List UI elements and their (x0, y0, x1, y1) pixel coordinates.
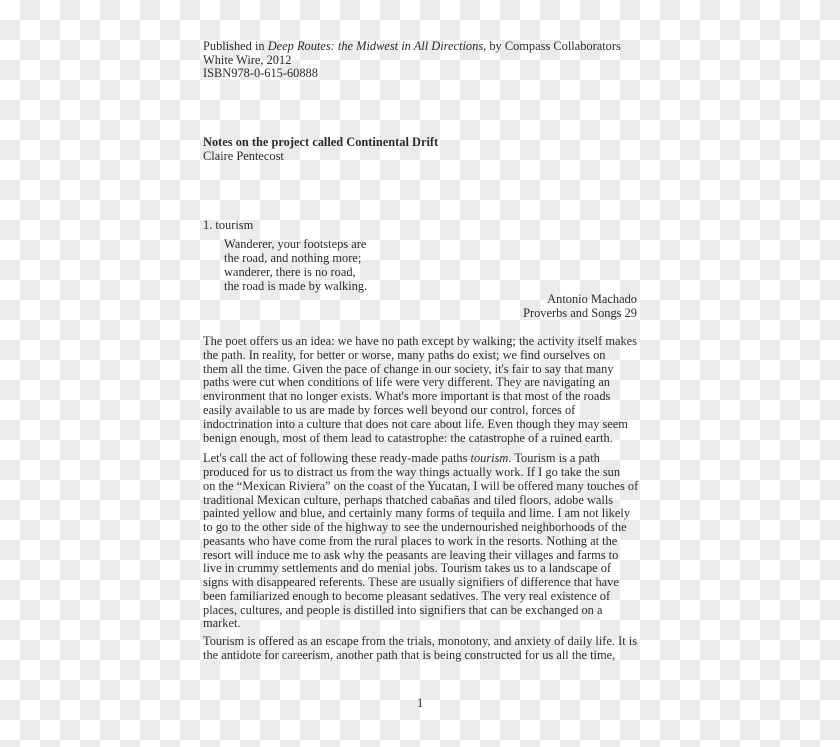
attribution-source: Proverbs and Songs 29 (523, 306, 637, 320)
text-line: painted yellow and blue, and certainly many forms of tequila and lime. I am not likely (203, 506, 631, 521)
text: . Tourism is a path (508, 451, 600, 465)
attribution-author: Antonio Machado (547, 292, 637, 306)
text-line: the path. In reality, for better or worse, many paths do exist; we find ourselves on (203, 347, 606, 362)
text-line: Wanderer, your footsteps are (224, 237, 367, 251)
article-author: Claire Pentecost (203, 149, 284, 163)
text-line: market. (203, 616, 241, 631)
published-prefix: Published in (203, 39, 268, 53)
text: Let's call the act of following these ready-made paths (203, 451, 471, 465)
text-line: places, cultures, and people is distilled into signifiers that can be exchanged on a (203, 602, 603, 617)
book-title: Deep Routes: the Midwest in All Directions (267, 39, 484, 53)
text-line: wanderer, there is no road, (224, 264, 356, 279)
text-line: environment that no longer exists. What's more important is that most of the roads (203, 389, 611, 404)
text-line: live in crummy settlements and do menial jobs. Tourism takes us to a landscape of (203, 561, 612, 576)
published-suffix: , by Compass Collaborators (483, 39, 621, 53)
emphasis: tourism (470, 451, 509, 465)
publisher-year: White Wire, 2012 (203, 53, 292, 67)
text-line: the road is made by walking. (224, 278, 368, 293)
text-line: the antidote for careerism, another path that is being constructed for us all the time, (203, 648, 616, 662)
text-line: paths were cut when conditions of life were very different. They are navigating an (203, 375, 610, 390)
article-title: Notes on the project called Continental Drift (203, 135, 439, 149)
text-line: resort will induce me to ask why the peasants are leaving their villages and farms to (203, 547, 619, 562)
text-line: benign enough, most of them lead to catastrophe: the catastrophe of a ruined earth. (203, 430, 613, 445)
section-heading: 1. tourism (203, 218, 254, 232)
text-line: peasants who have come from the rural places to work in the resorts. Nothing at the (203, 533, 618, 548)
text-line: easily available to us are made by forces well beyond our control, forces of (203, 403, 576, 417)
text-line: indoctrination into a culture that does not care about life. Even though they may seem (203, 416, 628, 431)
text-line: them all the time. Given the pace of change in our society, it's fair to say that many (203, 361, 614, 376)
paragraph-2-first-line (203, 451, 600, 465)
text-line: on the “Mexican Riviera” on the coast of the Yucatan, I will be offered many touches of (203, 478, 639, 493)
text-line: traditional Mexican culture, perhaps thatched cabañas and tiled floors, adobe walls (203, 492, 614, 507)
isbn: ISBN978-0-615-60888 (203, 66, 318, 80)
text-line: The poet offers us an idea: we have no path except by walking; the activity itself makes (203, 334, 637, 348)
text-line: the road, and nothing more; (224, 250, 362, 265)
text-line: to go to the other side of the highway to see the undernourished neighborhoods of the (203, 520, 627, 534)
text-line: signs with disappeared referents. These are usually signifiers of difference that have (203, 575, 619, 589)
text-line: been familiarized enough to become pleasant sedatives. The very real existence of (203, 588, 611, 603)
text-line: produced for us to distract us from the way things actually work. If I go take the sun (203, 465, 621, 479)
text-line: Tourism is offered as an escape from the trials, monotony, and anxiety of daily life. It is (203, 634, 638, 648)
publication-line (203, 39, 621, 53)
page-number: 1 (417, 696, 424, 710)
